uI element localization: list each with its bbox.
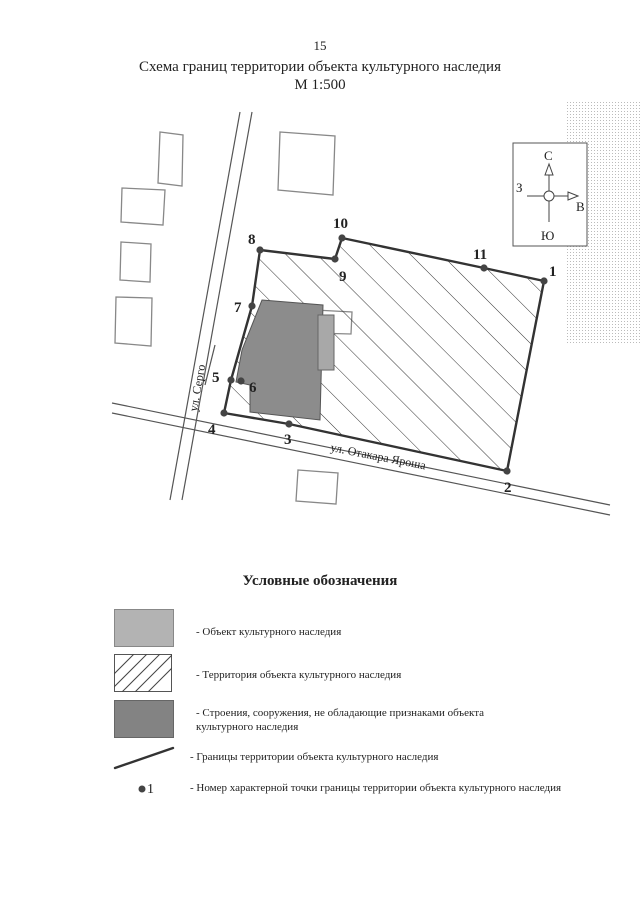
legend-text-boundary: - Границы территории объекта культурного наследия xyxy=(190,751,439,763)
point-marker-2 xyxy=(503,467,510,474)
point-marker-5 xyxy=(227,376,234,383)
compass-east: В xyxy=(576,199,585,214)
point-label-1: 1 xyxy=(549,264,557,280)
street-label-serg: ул. Серго xyxy=(186,363,209,413)
legend-text-point: - Номер характерной точки границы территории объекта культурного наследия xyxy=(190,782,562,794)
point-label-11: 11 xyxy=(473,247,488,263)
point-marker-3 xyxy=(285,420,292,427)
compass-south: Ю xyxy=(541,228,555,243)
page-number: 15 xyxy=(313,38,327,53)
point-marker-4 xyxy=(220,409,227,416)
legend-swatch-heritage-object xyxy=(114,609,174,647)
legend-point-sample-label: 1 xyxy=(147,782,154,797)
legend-title: Условные обозначения xyxy=(242,573,398,589)
point-label-2: 2 xyxy=(504,480,512,496)
map-scale: М 1:500 xyxy=(294,77,346,93)
point-marker-11 xyxy=(480,264,487,271)
point-label-6: 6 xyxy=(249,380,257,396)
legend-text-structures: - Строения, сооружения, не обладающие признаками объекта культурного наследия xyxy=(196,707,485,733)
point-marker-7 xyxy=(248,302,255,309)
point-label-7: 7 xyxy=(234,300,242,316)
legend-text-territory: - Территория объекта культурного наследия xyxy=(196,669,402,681)
point-marker-6 xyxy=(237,377,244,384)
compass-north: С xyxy=(544,148,553,163)
legend-text-heritage-object: - Объект культурного наследия xyxy=(196,626,342,638)
legend-point-icon xyxy=(139,786,146,793)
map-title: Схема границ территории объекта культурного наследия xyxy=(139,59,501,75)
point-marker-8 xyxy=(256,246,263,253)
point-label-8: 8 xyxy=(248,232,256,248)
point-label-4: 4 xyxy=(208,422,216,438)
compass xyxy=(513,143,587,246)
legend-swatch-boundary xyxy=(112,745,176,771)
compass-west: З xyxy=(516,180,523,195)
heritage-object-annex xyxy=(318,315,334,370)
street-label-otakar: ул. Отакара Яроша xyxy=(329,440,428,473)
point-label-3: 3 xyxy=(284,432,292,448)
point-marker-9 xyxy=(331,255,338,262)
point-label-10: 10 xyxy=(333,216,348,232)
point-label-9: 9 xyxy=(339,269,347,285)
point-label-5: 5 xyxy=(212,370,220,386)
point-marker-1 xyxy=(540,277,547,284)
legend-swatch-structures xyxy=(114,700,174,738)
legend-swatch-territory xyxy=(114,654,172,692)
legend-swatch-point xyxy=(134,777,164,797)
point-marker-10 xyxy=(338,234,345,241)
